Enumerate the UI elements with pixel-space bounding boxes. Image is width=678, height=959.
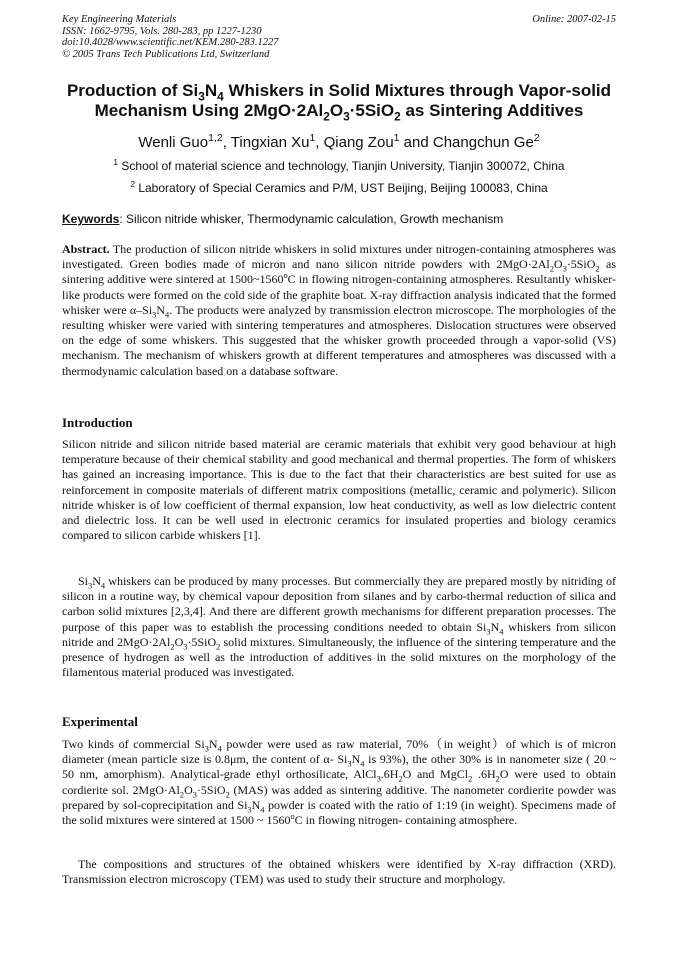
keywords-label: Keywords <box>62 212 120 226</box>
keywords-line <box>62 212 616 226</box>
online-date: Online: 2007-02-15 <box>532 14 616 25</box>
abstract-paragraph <box>62 242 616 379</box>
journal-name: Key Engineering Materials <box>62 14 177 25</box>
paper-title <box>40 81 638 124</box>
copyright-line: © 2005 Trans Tech Publications Ltd, Switzerland <box>62 48 270 60</box>
issn-line: ISSN: 1662-9795, Vols. 280-283, pp 1227-1230 <box>62 25 262 37</box>
author-list: Wenli Guo$^{1,2}$, Tingxian Xu$^1$, Qiang Zou$^1$ and Changchun Ge$^2$ <box>138 132 540 151</box>
experimental-paragraph-2: The compositions and structures of the obtained whiskers were identified by X-ray diffraction (XRD). Transmission electron microscopy (TEM) was used to study their structure and morphology. <box>62 857 616 887</box>
abstract-label: Abstract. <box>62 242 110 256</box>
affiliation-2: $^2$ Laboratory of Special Ceramics and P/M, UST Beijing, Beijing 100083, China <box>130 179 548 195</box>
doi-line: doi:10.4028/www.scientific.net/KEM.280-283.1227 <box>62 37 279 49</box>
title-line-1: Production of $Si_3N_4$ Whiskers in Solid Mixtures through Vapor-solid <box>66 81 612 104</box>
keywords-text: : Silicon nitride whisker, Thermodynamic calculation, Growth mechanism <box>119 212 504 226</box>
title-line-2: Mechanism Using $2MgO\cdot 2Al_2O_3\cdot 5SiO_2$ as Sintering Additives <box>94 101 584 124</box>
introduction-heading: Introduction <box>62 415 133 430</box>
abstract-text: The production of silicon nitride whiskers in solid mixtures under nitrogen-containing atmospheres was investigated. Green bodies made of micron and nano silicon nitride powders with $2MgO\cdot 2Al_2O_3\cdot 5SiO_2$ as sintering additive were sintered at 1500~1560$^o$C in flowing nitrogen-containing atmospheres. Resultantly whisker-like products were formed on the cold side of the graphite boat. X-ray diffraction analysis indicated that the formed whisker were $\alpha-Si_3N_4$. The products were analyzed by transmission electron microscope. The morphologies of the resulting whisker were varied with sintering temperatures and atmospheres. Dislocation structures were observed on the edge of some whiskers. This suggested that the whisker growth proceeded through a vapor-solid (VS) mechanism. The mechanism of whiskers growth at different temperatures and atmospheres was discussed with a thermodynamic calculation based on a database software. <box>62 242 617 378</box>
introduction-paragraph-2: $Si_3N_4$ whiskers can be produced by many processes. But commercially they are prepared mostly by nitriding of silicon in a routine way, by chemical vapour deposition from silanes and by carbo-thermal reduction of silica and carbon solid mixtures [2,3,4]. And there are different growth mechanisms for different preparation processes. The purpose of this paper was to establish the processing conditions needed to obtain $Si_3N_4$ whiskers from silicon nitride and $2MgO\cdot 2Al_2O_3\cdot 5SiO_2$ solid mixtures. Simultaneously, the influence of the sintering temperature and the presence of hydrogen as well as the introduction of additives in the solid mixtures on the morphology of the filamentous material produced was investigated. <box>62 574 616 680</box>
experimental-paragraph-1: Two kinds of commercial $Si_3N_4$ powder were used as raw material, 70%（in weight）of which is of micron diameter (mean particle size is 0.8μm, the content of α- $Si_3N_4$ is 93%), the other 30% is in nanometer size ( 20 ~ 50 nm, amorphism). Analytical-grade ethyl orthosilicate, $AlCl_3.6H_2O$ and MgCl$_2$ $.6H_2O$ were used to obtain cordierite sol. $2MgO\cdot Al_2O_3\cdot 5SiO_2$ (MAS) was added as sintering additive. The nanometer cordierite powder was prepared by sol-coprecipitation and $Si_3N_4$ powder is coated with the ratio of 1:19 (in weight). Specimens made of the solid mixtures were sintered at 1500 ~ 1560$^o$C in flowing nitrogen- containing atmosphere. <box>62 737 617 828</box>
affiliation-1: $^1$ School of material science and technology, Tianjin University, Tianjin 300072, China <box>113 157 565 173</box>
journal-header <box>62 14 616 60</box>
introduction-paragraph-1: Silicon nitride and silicon nitride based material are ceramic materials that exhibit very good behaviour at high temperature because of their chemical stability and good mechanical and thermal properties. The form of whiskers has gained an increasing importance. This is due to the fact that their characteristics are best suited for use as reinforcement in composite materials of different matrix compositions (metallic, ceramic and polymeric). Silicon nitride whisker is of low coefficient of thermal expansion, low heat conductivity, as well as low dielectric content and dielectric loss. It can be well used in electronic ceramics for insulated properties and biology ceramics compared to silicon carbide whiskers [1]. <box>62 437 616 543</box>
experimental-heading: Experimental <box>62 714 138 729</box>
